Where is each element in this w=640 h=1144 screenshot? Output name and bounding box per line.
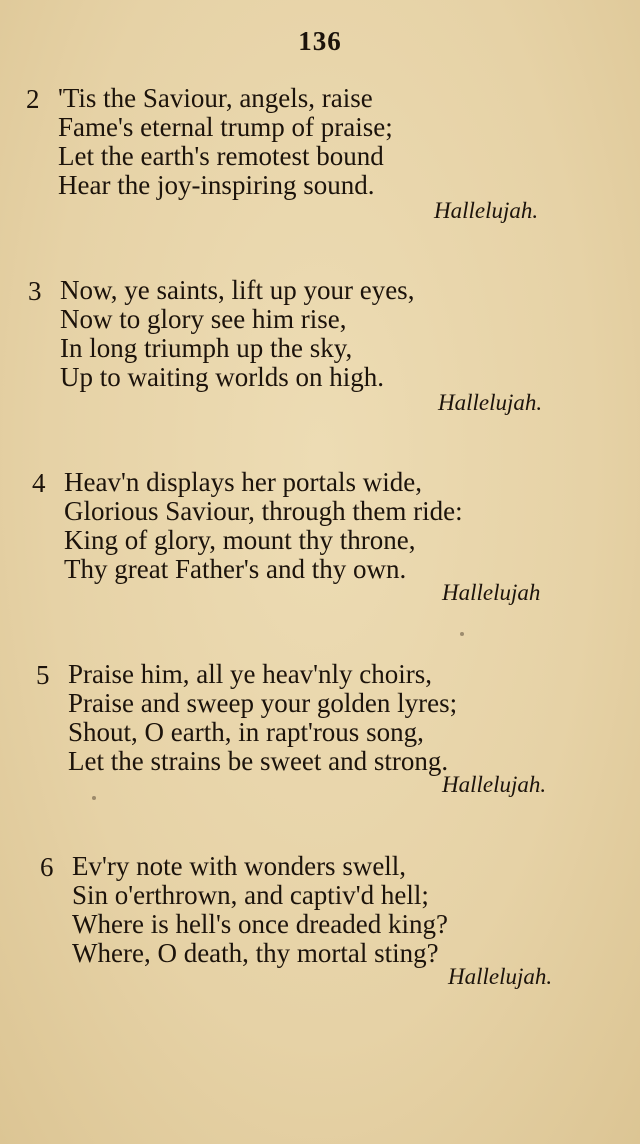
stanza-number: 6 xyxy=(40,852,54,882)
stanza-2 xyxy=(26,83,539,223)
verse-line: Shout, O earth, in rapt'rous song, xyxy=(68,717,424,747)
verse-line: Thy great Father's and thy own. xyxy=(64,554,407,584)
verse-line: 'Tis the Saviour, angels, raise xyxy=(58,83,373,113)
stanza-number: 2 xyxy=(26,84,40,114)
refrain: Hallelujah. xyxy=(438,390,543,415)
verse-line: Heav'n displays her portals wide, xyxy=(64,467,423,497)
stanza-5 xyxy=(36,659,547,797)
refrain: Hallelujah. xyxy=(448,964,553,989)
verse-line: Ev'ry note with wonders swell, xyxy=(72,851,407,881)
refrain: Hallelujah. xyxy=(434,198,539,223)
paper-speck xyxy=(460,632,464,636)
stanza-number: 3 xyxy=(28,276,42,306)
page-number: 136 xyxy=(298,26,342,56)
verse-line: In long triumph up the sky, xyxy=(60,333,353,363)
verse-line: Hear the joy-inspiring sound. xyxy=(58,170,375,200)
stanza-3 xyxy=(28,275,543,415)
verse-line: Where is hell's once dreaded king? xyxy=(72,909,448,939)
verse-line: King of glory, mount thy throne, xyxy=(64,525,416,555)
verse-line: Now to glory see him rise, xyxy=(60,304,347,334)
refrain: Hallelujah xyxy=(442,580,541,605)
stanza-4 xyxy=(32,467,541,605)
verse-line: Fame's eternal trump of praise; xyxy=(58,112,393,142)
verse-line: Sin o'erthrown, and captiv'd hell; xyxy=(72,880,429,910)
verse-line: Now, ye saints, lift up your eyes, xyxy=(60,275,415,305)
verse-line: Let the strains be sweet and strong. xyxy=(68,746,449,776)
paper-speck xyxy=(92,796,96,800)
stanza-number: 5 xyxy=(36,660,50,690)
verse-line: Praise and sweep your golden lyres; xyxy=(68,688,458,718)
stanza-number: 4 xyxy=(32,468,46,498)
verse-line: Glorious Saviour, through them ride: xyxy=(64,496,463,526)
verse-line: Up to waiting worlds on high. xyxy=(60,362,384,392)
verse-line: Where, O death, thy mortal sting? xyxy=(72,938,439,968)
refrain: Hallelujah. xyxy=(442,772,547,797)
stanza-6 xyxy=(40,851,553,989)
verse-line: Praise him, all ye heav'nly choirs, xyxy=(68,659,433,689)
verse-line: Let the earth's remotest bound xyxy=(58,141,384,171)
